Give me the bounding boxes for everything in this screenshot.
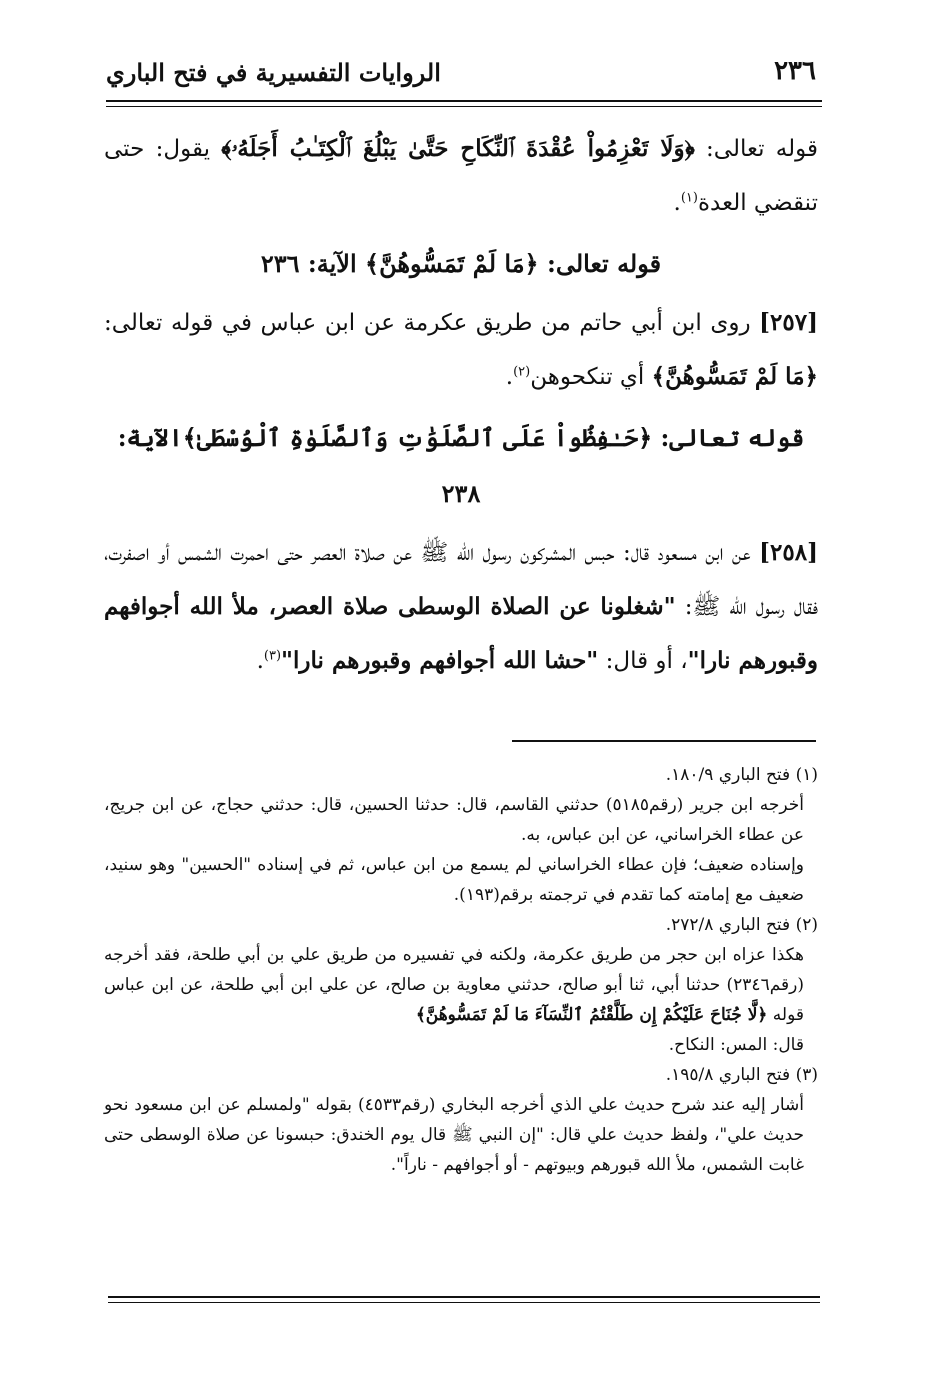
- paragraph-end: .: [505, 364, 514, 390]
- footnote-3-source: (٣) فتح الباري ١٩٥/٨.: [665, 1065, 818, 1085]
- paragraph-text: ، أو قال:: [598, 648, 688, 674]
- narration-number: [٢٥٨]: [759, 539, 818, 566]
- paragraph-text: يقول: حتى تنقضي العدة: [104, 136, 818, 216]
- quran-verse: ﴿مَا لَمْ تَمَسُّوهُنَّ﴾: [365, 249, 539, 278]
- footnote-separator: [512, 740, 816, 742]
- footnote-1-grading: وإسناده ضعيف؛ فإن عطاء الخراساني لم يسمع من ابن عباس، ثم في إسناده "الحسين" وهو سنيد، ضعيف مع إمامته كما تقدم في ترجمته برقم(١٩٣).: [104, 855, 804, 905]
- header-rule: [106, 100, 822, 102]
- page-bottom-rule: [108, 1296, 820, 1298]
- main-text: [104, 122, 818, 688]
- footnote-1-text: أخرجه ابن جرير (رقم٥١٨٥) حدثني القاسم، قال: حدثنا الحسين، قال: حدثني حجاج، عن ابن جريج، عن عطاء الخراساني، عن ابن عباس، به.: [104, 795, 804, 845]
- heading-verse-number: الآية: ٢٣٦: [260, 249, 366, 278]
- hadith-text: "حشا الله أجوافهم وقبورهم نارا": [281, 647, 599, 674]
- quran-verse: ﴿لَّا جُنَاحَ عَلَيْكُمْ إِن طَلَّقْتُمُ ٱلنِّسَآءَ مَا لَمْ تَمَسُّوهُنَّ﴾: [415, 1005, 768, 1025]
- footnote-marker[interactable]: (٢): [513, 364, 531, 380]
- section-heading-236: [104, 236, 818, 292]
- header-rule-thin: [106, 106, 822, 107]
- section-heading-238: [104, 410, 818, 522]
- footnote-marker[interactable]: (١): [680, 190, 698, 206]
- footnote-2-text: [104, 940, 804, 1030]
- quran-verse: ﴿مَا لَمْ تَمَسُّوهُنَّ﴾: [651, 363, 818, 390]
- footnote-2-gloss: قال: المس: النكاح.: [668, 1035, 804, 1055]
- heading-lead: قوله تعالى:: [538, 249, 662, 278]
- narration-number: [٢٥٧]: [759, 309, 818, 336]
- footnote-text: هكذا عزاه ابن حجر من طريق عكرمة، ولكنه في تفسيره من طريق علي بن أبي طلحة، فقد أخرجه (رقم٢٣٤٦) حدثنا أبي، ثنا أبو صالح، حدثني معاوية بن صالح، عن علي ابن أبي طلحة، عن ابن عباس قوله: [104, 945, 804, 1025]
- footnotes: [104, 760, 818, 1180]
- footnote-1-source: (١) فتح الباري ١٨٠/٩.: [665, 765, 818, 785]
- page-bottom-rule-thin: [108, 1302, 820, 1303]
- page-number: ٢٣٦: [774, 56, 816, 86]
- hadith-text: "شغلونا عن الصلاة الوسطى صلاة العصر، ملأ الله أجوافهم وقبورهم نارا": [104, 593, 818, 674]
- paragraph-end: .: [256, 648, 264, 674]
- running-title: الروايات التفسيرية في فتح الباري: [106, 58, 441, 87]
- paragraph-text: أي تنكحوهن: [530, 364, 652, 390]
- narration-257: [104, 296, 818, 404]
- paragraph-text: عن ابن مسعود قال: حبس المشركون رسول الله ﷺ عن صلاة العصر حتى احمرت الشمس أو اصفرت، فقال رسول الله ﷺ:: [104, 540, 819, 620]
- page-header: [106, 56, 822, 100]
- footnote-3-text: أشار إليه عند شرح حديث علي الذي أخرجه البخاري (رقم٤٥٣٣) بقوله "ولمسلم عن ابن مسعود نحو حديث علي"، ولفظ حديث علي قال: "إن النبي ﷺ قال يوم الخندق: حبسونا عن صلاة الوسطى حتى غابت الشمس، ملأ الله قبورهم وبيوتهم - أو أجوافهم - ناراً".: [104, 1095, 804, 1175]
- quran-verse: ﴿حَـٰفِظُواْ عَلَى ٱلصَّلَوَٰتِ وَٱلصَّلَوٰةِ ٱلْوُسْطَىٰ﴾: [182, 423, 653, 452]
- heading-verse-number: الآية: ٢٣٨: [117, 423, 481, 508]
- footnote-2-source: (٢) فتح الباري ٢٧٢/٨.: [665, 915, 818, 935]
- paragraph-1: [104, 122, 818, 230]
- footnote-marker[interactable]: (٣): [263, 648, 282, 664]
- paragraph-end: .: [673, 190, 681, 216]
- paragraph-lead: قوله تعالى:: [694, 136, 818, 162]
- quran-verse: ﴿وَلَا تَعْزِمُواْ عُقْدَةَ ٱلنِّكَاحِ حَتَّىٰ يَبْلُغَ ٱلْكِتَـٰبُ أَجَلَهُۥ﴾: [221, 135, 695, 162]
- heading-lead: قوله تعالى:: [652, 423, 805, 452]
- narration-258: [104, 526, 818, 688]
- paragraph-text: روى ابن أبي حاتم من طريق عكرمة عن ابن عباس في قوله تعالى:: [104, 310, 760, 336]
